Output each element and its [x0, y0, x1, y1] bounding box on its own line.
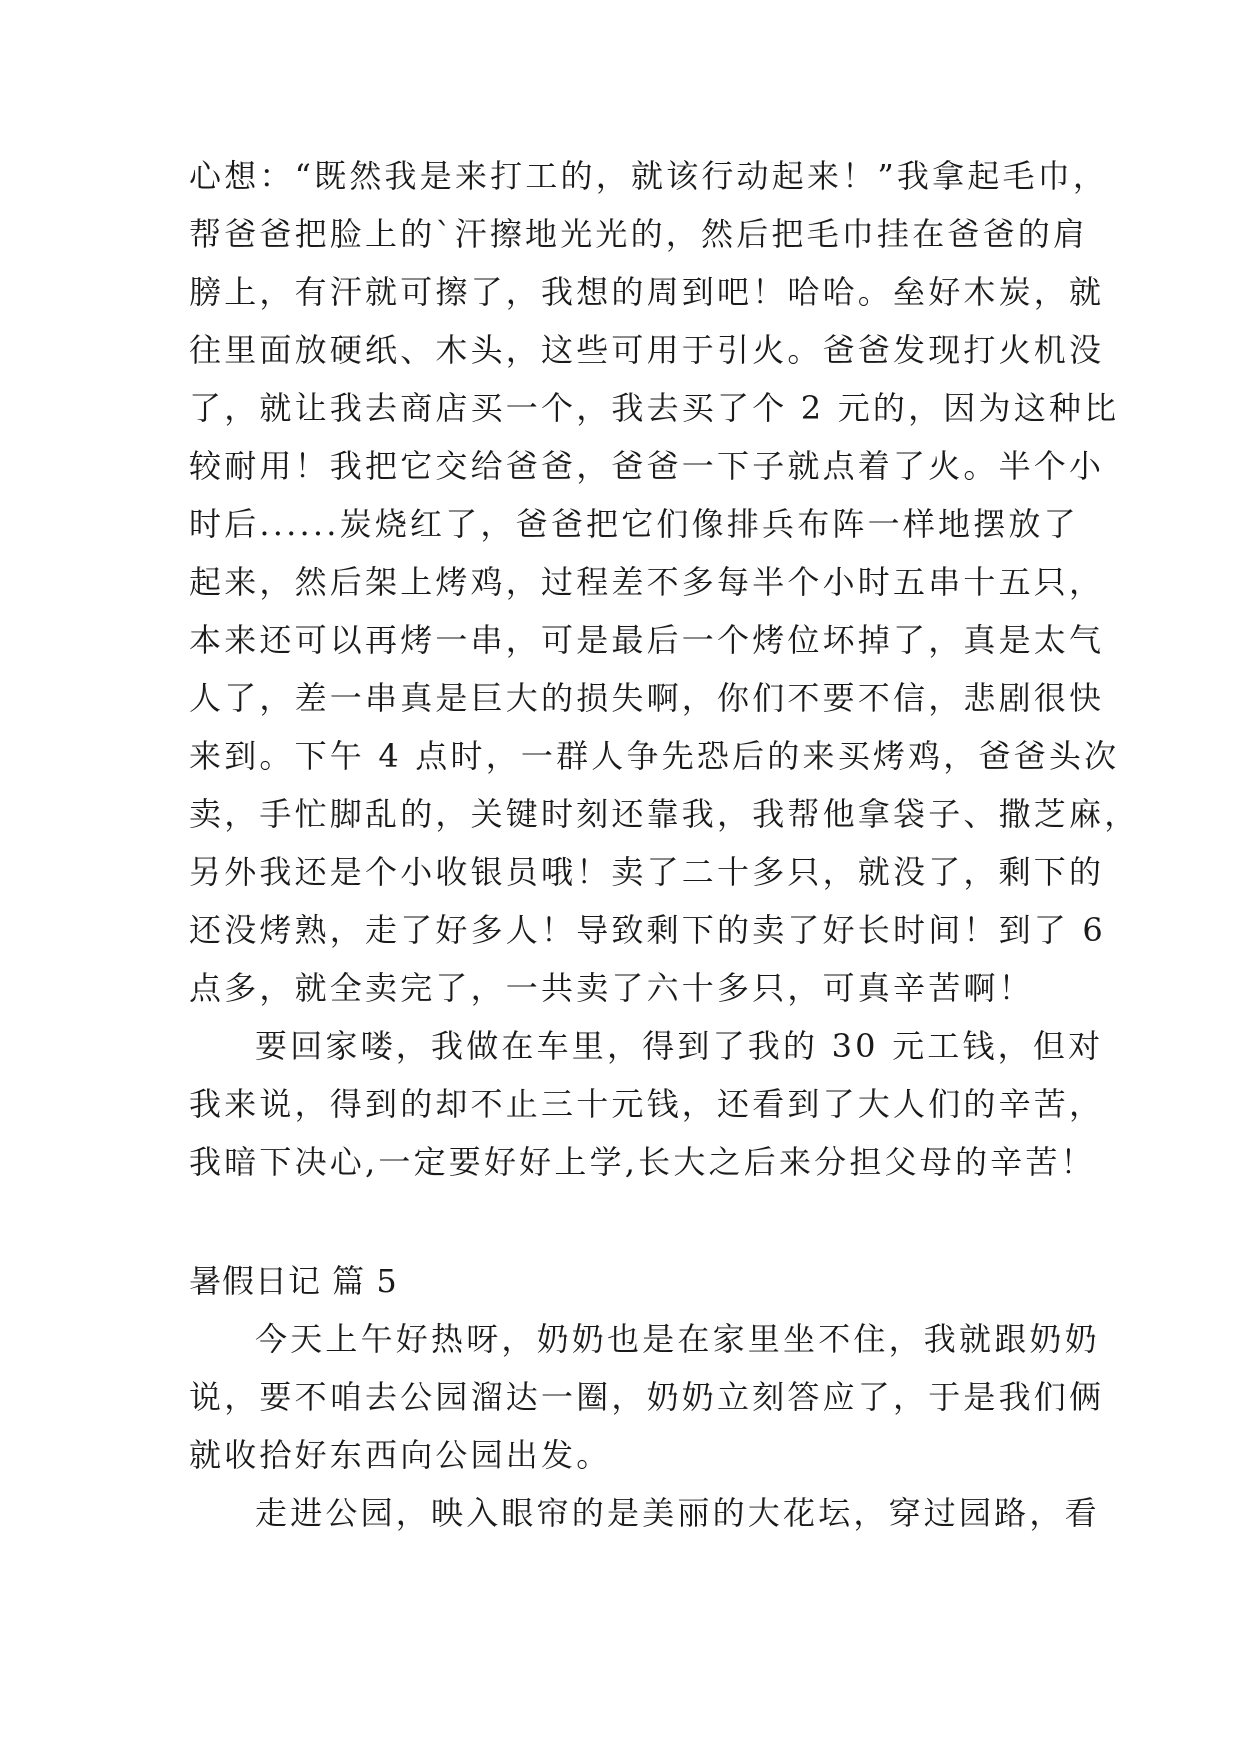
- text-line: 还没烤熟，走了好多人！导致剩下的卖了好长时间！到了 6: [189, 911, 1106, 949]
- section-heading: 暑假日记 篇 5: [189, 1262, 398, 1300]
- text-line: 我来说，得到的却不止三十元钱，还看到了大人们的辛苦，: [189, 1085, 1105, 1123]
- text-line: 时后......炭烧红了，爸爸把它们像排兵布阵一样地摆放了: [189, 505, 1079, 543]
- text-line: 走进公园，映入眼帘的是美丽的大花坛，穿过园路，看: [255, 1494, 1100, 1532]
- text-line: 说，要不咱去公园溜达一圈，奶奶立刻答应了，于是我们俩: [189, 1378, 1105, 1416]
- text-line: 了，就让我去商店买一个，我去买了个 2 元的，因为这种比: [189, 389, 1120, 427]
- text-line: 帮爸爸把脸上的`汗擦地光光的，然后把毛巾挂在爸爸的肩: [189, 215, 1089, 253]
- text-line: 往里面放硬纸、木头，这些可用于引火。爸爸发现打火机没: [189, 331, 1105, 369]
- text-line: 卖，手忙脚乱的，关键时刻还靠我，我帮他拿袋子、撒芝麻，: [189, 795, 1140, 833]
- text-line: 要回家喽，我做在车里，得到了我的 30 元工钱，但对: [255, 1027, 1104, 1065]
- text-line: 今天上午好热呀，奶奶也是在家里坐不住，我就跟奶奶: [255, 1320, 1100, 1358]
- text-line: 膀上，有汗就可擦了，我想的周到吧！哈哈。垒好木炭，就: [189, 273, 1105, 311]
- text-line: 心想：“既然我是来打工的，就该行动起来！”我拿起毛巾，: [189, 157, 1109, 195]
- text-line: 另外我还是个小收银员哦！卖了二十多只，就没了，剩下的: [189, 853, 1105, 891]
- text-line: 就收拾好东西向公园出发。: [189, 1436, 612, 1474]
- text-line: 点多，就全卖完了，一共卖了六十多只，可真辛苦啊！: [189, 969, 1034, 1007]
- text-line: 本来还可以再烤一串，可是最后一个烤位坏掉了，真是太气: [189, 621, 1105, 659]
- text-line: 我暗下决心,一定要好好上学,长大之后来分担父母的辛苦！: [189, 1143, 1096, 1181]
- text-line: 较耐用！我把它交给爸爸，爸爸一下子就点着了火。半个小: [189, 447, 1105, 485]
- text-line: 人了，差一串真是巨大的损失啊，你们不要不信，悲剧很快: [189, 679, 1105, 717]
- text-line: 来到。下午 4 点时，一群人争先恐后的来买烤鸡，爸爸头次: [189, 737, 1120, 775]
- text-line: 起来，然后架上烤鸡，过程差不多每半个小时五串十五只，: [189, 563, 1105, 601]
